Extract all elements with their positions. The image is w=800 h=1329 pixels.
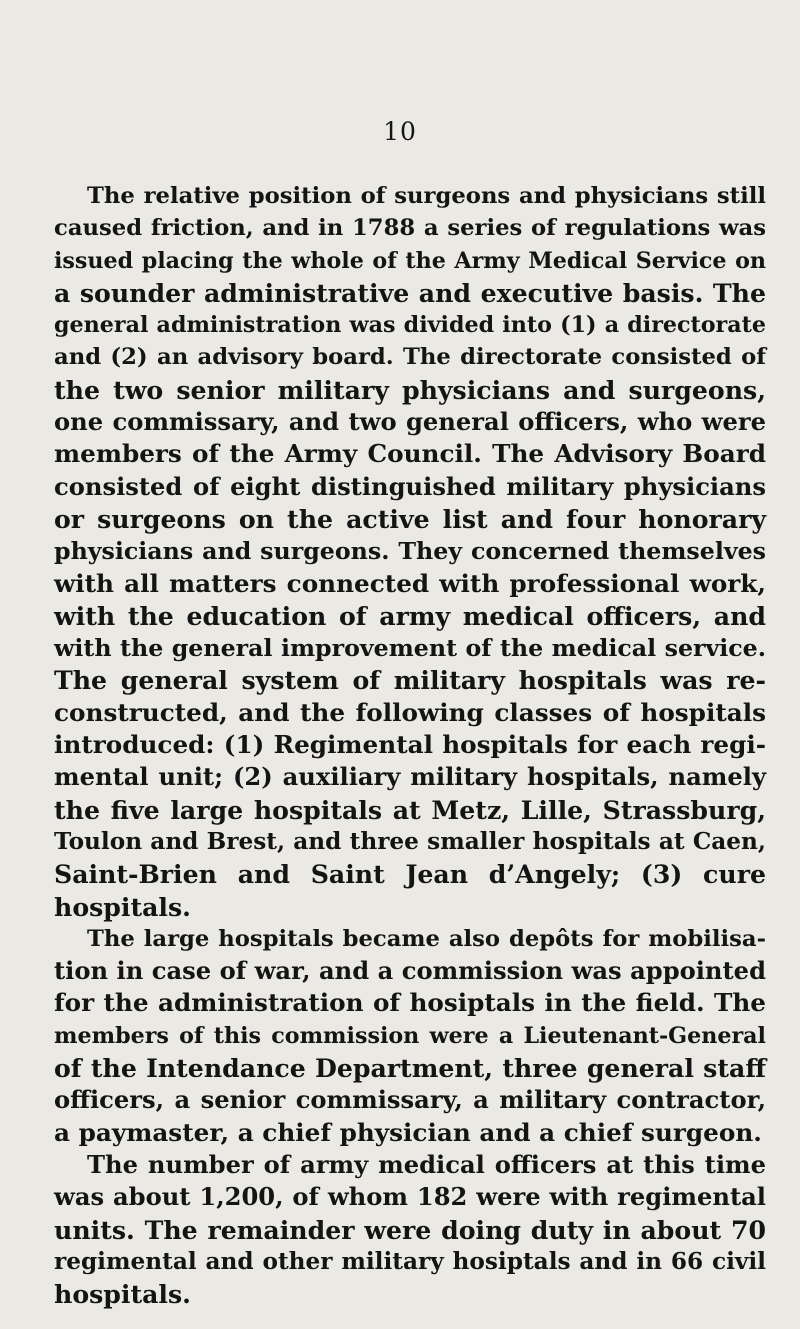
text-line: hospitals. [54, 891, 191, 922]
text-line: or surgeons on the active list and four honorary [54, 503, 766, 534]
text-line: for the administration of hosiptals in the field. The [54, 988, 766, 1018]
text-line: with the education of army medical officers, and [54, 600, 766, 631]
text-line: the two senior military physicians and surgeons, [54, 374, 766, 405]
text-line: The relative position of surgeons and physicians still [87, 183, 766, 209]
paragraph-2 [54, 923, 766, 1149]
text-line: The general system of military hospitals was re- [54, 665, 766, 696]
text-line: hospitals. [54, 1279, 191, 1310]
text-line: members of the Army Council. The Advisory Board [54, 439, 766, 469]
text-line: units. The remainder were doing duty in about 70 [54, 1214, 766, 1245]
text-line: The number of army medical officers at this time [87, 1149, 766, 1179]
paragraph-1 [54, 180, 766, 923]
text-line: issued placing the whole of the Army Medical Service on [54, 247, 766, 274]
text-line: Toulon and Brest, and three smaller hospitals at Caen, [54, 827, 766, 855]
text-line: The large hospitals became also depôts for mobilisa- [87, 925, 766, 952]
paragraph-3 [54, 1149, 766, 1310]
text-line: general administration was divided into (1) a directorate [54, 312, 766, 339]
text-line: physicians and surgeons. They concerned themselves [54, 537, 766, 566]
text-line: regimental and other military hosiptals and in 66 civil [54, 1247, 766, 1275]
text-line: Saint-Brien and Saint Jean d’Angely; (3) cure [54, 859, 766, 890]
text-line: with the general improvement of the medical service. [54, 634, 766, 663]
text-line: members of this commission were a Lieutenant-General [54, 1022, 766, 1049]
text-line: one commissary, and two general officers, who were [54, 407, 766, 437]
text-line: and (2) an advisory board. The directorate consisted of [54, 344, 766, 371]
text-line: the five large hospitals at Metz, Lille, Strassburg, [54, 794, 766, 825]
text-line: of the Intendance Department, three general staff [54, 1053, 766, 1084]
text-line: a sounder administrative and executive basis. The [54, 277, 766, 308]
text-line: tion in case of war, and a commission was appointed [54, 956, 766, 986]
page-number: 10 [383, 117, 417, 146]
text-line: a paymaster, a chief physician and a chief surgeon. [54, 1117, 762, 1147]
text-line: was about 1,200, of whom 182 were with regimental [54, 1182, 766, 1212]
text-line: with all matters connected with professional work, [54, 568, 766, 598]
text-line: officers, a senior commissary, a military contractor, [54, 1085, 766, 1115]
text-line: caused friction, and in 1788 a series of regulations was [54, 215, 766, 242]
text-line: mental unit; (2) auxiliary military hospitals, namely [54, 762, 766, 792]
body-text [54, 180, 766, 1310]
text-line: introduced: (1) Regimental hospitals for each regi- [54, 730, 766, 760]
text-line: constructed, and the following classes of hospitals [54, 697, 766, 727]
text-line: consisted of eight distinguished military physicians [54, 471, 766, 501]
